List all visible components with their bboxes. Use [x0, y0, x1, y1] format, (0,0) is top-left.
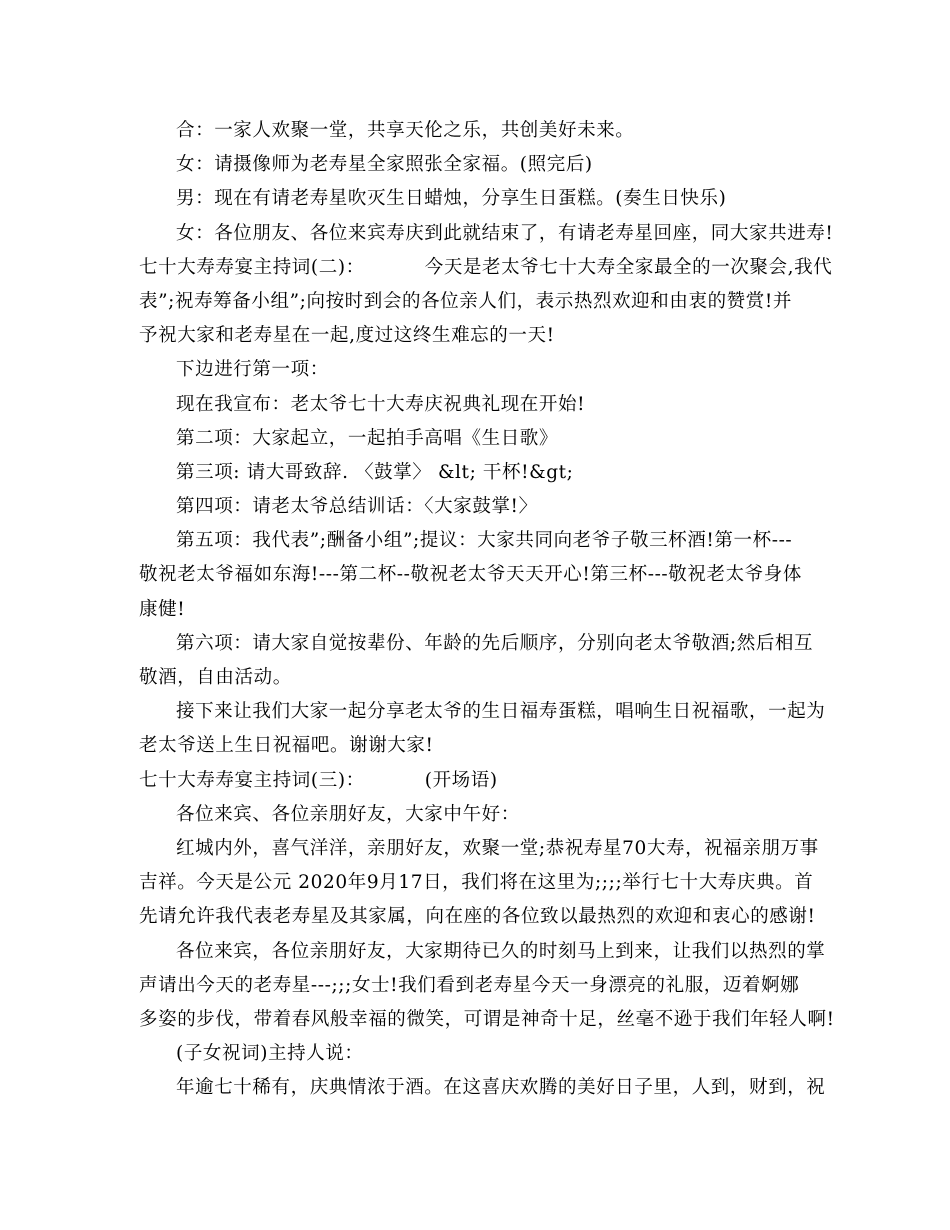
- line-text: (开场语): [424, 769, 498, 791]
- paragraph-line: [139, 490, 819, 524]
- paragraph-line: [139, 114, 819, 148]
- document-body: [139, 114, 835, 1105]
- line-text: 康健!: [139, 598, 186, 620]
- line-text: 接下来让我们大家一起分享老太爷的生日福寿蛋糕，唱响生日祝福歌，一起为: [176, 701, 826, 723]
- line-text: 多姿的步伐，带着春风般幸福的微笑，可谓是神奇十足，丝毫不逊于我们年轻人啊!: [139, 1008, 835, 1030]
- section-heading: 七十大寿寿宴主持词(二)：: [139, 256, 365, 278]
- paragraph-line: [139, 729, 819, 763]
- line-text: 老太爷送上生日祝福吧。谢谢大家!: [139, 735, 434, 757]
- line-text: 现在我宣布：老太爷七十大寿庆祝典礼现在开始!: [176, 393, 586, 415]
- line-text: 第三项: 请大哥致辞. 〈鼓掌〉 &lt; 干杯!&gt;: [176, 461, 574, 483]
- paragraph-line: [139, 866, 819, 900]
- paragraph-line: [139, 217, 834, 251]
- paragraph-line: [139, 661, 819, 695]
- line-text: 敬祝老太爷福如东海!---第二杯--敬祝老太爷天天开心!第三杯---敬祝老太爷身体: [139, 564, 802, 586]
- paragraph-line: [139, 319, 819, 353]
- line-text: 声请出今天的老寿星---;;;女士!我们看到老寿星今天一身漂亮的礼服，迈着婀娜: [139, 974, 800, 996]
- paragraph-line: [139, 182, 819, 216]
- paragraph-line: [139, 422, 819, 456]
- paragraph-line: [139, 832, 819, 866]
- line-text: 年逾七十稀有，庆典情浓于酒。在这喜庆欢腾的美好日子里，人到，财到，祝: [176, 1077, 826, 1099]
- line-text: 各位来宾，各位亲朋好友，大家期待已久的时刻马上到来，让我们以热烈的掌: [176, 940, 826, 962]
- line-text: 男：现在有请老寿星吹灭生日蜡烛，分享生日蛋糕。(奏生日快乐): [176, 188, 727, 210]
- section-heading: 七十大寿寿宴主持词(三)：: [139, 769, 365, 791]
- line-text: 第四项：请老太爷总结训话：〈大家鼓掌!〉: [176, 496, 538, 518]
- paragraph-line: [139, 969, 819, 1003]
- line-text: 女：请摄像师为老寿星全家照张全家福。(照完后): [176, 154, 593, 176]
- paragraph-line: [139, 524, 819, 558]
- line-text: 第五项：我代表”;酬备小组”;提议：大家共同向老爷子敬三杯酒!第一杯---: [176, 530, 793, 552]
- paragraph-line: [139, 798, 819, 832]
- paragraph-line: [139, 627, 819, 661]
- line-text: 合：一家人欢聚一堂，共享天伦之乐，共创美好未来。: [176, 120, 635, 141]
- line-text: 表”;祝寿筹备小组”;向按时到会的各位亲人们，表示热烈欢迎和由衷的赞赏!并: [139, 290, 793, 312]
- line-text: 下边进行第一项：: [176, 359, 329, 381]
- paragraph-line: [139, 695, 826, 729]
- paragraph-line: [139, 148, 819, 182]
- paragraph-line: [139, 900, 819, 934]
- paragraph-line: [139, 935, 826, 969]
- line-text: 予祝大家和老寿星在一起,度过这终生难忘的一天!: [139, 325, 555, 347]
- paragraph-line: [139, 456, 819, 490]
- paragraph-line: [139, 353, 819, 387]
- line-text: 吉祥。今天是公元 2020年9月17日，我们将在这里为;;;;举行七十大寿庆典。首: [139, 872, 814, 894]
- paragraph-line: [139, 285, 819, 319]
- line-text: 今天是老太爷七十大寿全家最全的一次聚会,我代: [424, 256, 833, 278]
- line-text: 女：各位朋友、各位来宾寿庆到此就结束了，有请老寿星回座，同大家共进寿!: [176, 222, 834, 244]
- line-text: (子女祝词)主持人说：: [176, 1043, 364, 1065]
- line-text: 第六项：请大家自觉按辈份、年龄的先后顺序，分别向老太爷敬酒;然后相互: [176, 632, 814, 654]
- paragraph-line: [139, 593, 819, 627]
- line-text: 各位来宾、各位亲朋好友，大家中午好：: [176, 803, 520, 825]
- paragraph-line: [139, 558, 819, 592]
- line-text: 敬酒，自由活动。: [139, 667, 292, 688]
- line-text: 红城内外，喜气洋洋，亲朋好友，欢聚一堂;恭祝寿星70大寿，祝福亲朋万事: [176, 837, 819, 859]
- paragraph-line: [139, 1003, 835, 1037]
- paragraph-line: [139, 388, 819, 422]
- paragraph-line: [139, 1037, 819, 1071]
- line-text: 先请允许我代表老寿星及其家属，向在座的各位致以最热烈的欢迎和衷心的感谢!: [139, 906, 816, 928]
- paragraph-line: [139, 1071, 826, 1105]
- section-heading-line: [139, 251, 833, 285]
- line-text: 第二项：大家起立，一起拍手高唱《生日歌》: [176, 427, 559, 449]
- section-heading-line: [139, 764, 819, 798]
